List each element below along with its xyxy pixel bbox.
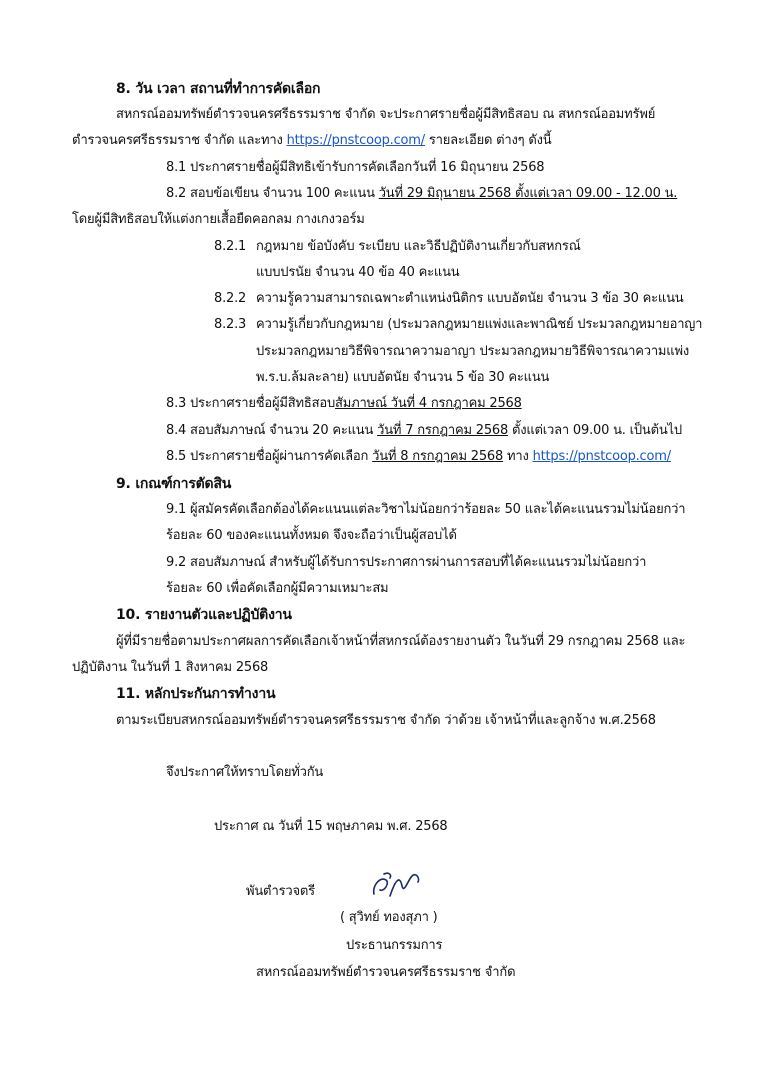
signer-rank: พันตำรวจตรี (246, 884, 315, 899)
section-9-heading: 9. เกณฑ์การตัดสิน (116, 476, 232, 492)
announcement-date: ประกาศ ณ วันที่ 15 พฤษภาคม พ.ศ. 2568 (214, 819, 448, 834)
item-9-2-line-2: ร้อยละ 60 เพื่อคัดเลือกผู้มีความเหมาะสม (166, 581, 389, 596)
item-8-4-time: ตั้งแต่เวลา 09.00 น. เป็นต้นไป (511, 423, 682, 438)
item-8-2-3-line-1: ความรู้เกี่ยวกับกฎหมาย (ประมวลกฎหมายแพ่งและพาณิชย์ ประมวลกฎหมายอาญา (256, 317, 703, 332)
signer-position: ประธานกรรมการ (346, 938, 443, 953)
item-8-4-date: วันที่ 7 กรกฎาคม 2568 (377, 423, 509, 438)
item-8-5-date: วันที่ 8 กรกฎาคม 2568 (372, 449, 504, 464)
coop-website-link-2[interactable]: https://pnstcoop.com/ (532, 449, 671, 464)
intro-text: ตำรวจนครศรีธรรมราช จำกัด และทาง (72, 133, 283, 148)
item-8-2-1-line-2: แบบปรนัย จำนวน 40 ข้อ 40 คะแนน (256, 265, 460, 280)
handwritten-signature (366, 868, 426, 904)
item-8-5-via: ทาง (507, 449, 529, 464)
section-10-line-1: ผู้ที่มีรายชื่อตามประกาศผลการคัดเลือกเจ้าหน้าที่สหกรณ์ต้องรายงานตัว ในวันที่ 29 กรกฎาคม 2568 และ (116, 634, 686, 649)
item-8-2-3-line-3: พ.ร.บ.ล้มละลาย) แบบอัตนัย จำนวน 5 ข้อ 30 คะแนน (256, 370, 550, 385)
item-9-1-line-1: 9.1 ผู้สมัครคัดเลือกต้องได้คะแนนแต่ละวิชาไม่น้อยกว่าร้อยละ 50 และได้คะแนนรวมไม่น้อยกว่า (166, 502, 686, 517)
section-8-intro-line-2 (72, 132, 551, 150)
item-8-2-date: วันที่ 29 มิถุนายน 2568 ตั้งแต่เวลา 09.00 - 12.00 น. (378, 186, 678, 201)
section-8-heading: 8. วัน เวลา สถานที่ทำการคัดเลือก (116, 81, 321, 97)
item-8-2-2-number: 8.2.2 (214, 291, 247, 306)
section-8-intro-line-1: สหกรณ์ออมทรัพย์ตำรวจนครศรีธรรมราช จำกัด จะประกาศรายชื่อผู้มีสิทธิสอบ ณ สหกรณ์ออมทรัพย์ (116, 107, 656, 122)
section-10-heading: 10. รายงานตัวและปฏิบัติงาน (116, 607, 292, 623)
section-10-line-2: ปฏิบัติงาน ในวันที่ 1 สิงหาคม 2568 (72, 660, 269, 675)
item-8-5-text: 8.5 ประกาศรายชื่อผู้ผ่านการคัดเลือก (166, 449, 369, 464)
item-8-2 (166, 185, 677, 203)
item-8-2-3-number: 8.2.3 (214, 317, 247, 332)
item-9-2-line-1: 9.2 สอบสัมภาษณ์ สำหรับผู้ได้รับการประกาศการผ่านการสอบที่ได้คะแนนรวมไม่น้อยกว่า (166, 555, 647, 570)
item-8-2-text: 8.2 สอบข้อเขียน จำนวน 100 คะแนน (166, 186, 375, 201)
section-11-heading: 11. หลักประกันการทำงาน (116, 686, 276, 702)
section-11-line-1: ตามระเบียบสหกรณ์ออมทรัพย์ตำรวจนครศรีธรรมราช จำกัด ว่าด้วย เจ้าหน้าที่และลูกจ้าง พ.ศ.2568 (116, 713, 656, 728)
item-8-1: 8.1 ประกาศรายชื่อผู้มีสิทธิเข้ารับการคัดเลือกวันที่ 16 มิถุนายน 2568 (166, 160, 545, 175)
item-8-4-text: 8.4 สอบสัมภาษณ์ จำนวน 20 คะแนน (166, 423, 374, 438)
item-8-2-3-line-2: ประมวลกฎหมายวิธีพิจารณาความอาญา ประมวลกฎหมายวิธีพิจารณาความแพ่ง (256, 344, 689, 359)
intro-text-end: รายละเอียด ต่างๆ ดังนี้ (428, 133, 552, 148)
item-8-2-1-line-1: กฎหมาย ข้อบังคับ ระเบียบ และวิธีปฏิบัติงานเกี่ยวกับสหกรณ์ (256, 239, 581, 254)
item-9-1-line-2: ร้อยละ 60 ของคะแนนทั้งหมด จึงจะถือว่าเป็นผู้สอบได้ (166, 528, 457, 543)
item-8-2-dress-code: โดยผู้มีสิทธิสอบให้แต่งกายเสื้อยืดคอกลม กางเกงวอร์ม (72, 212, 365, 227)
item-8-4 (166, 422, 682, 440)
item-8-2-2-line-1: ความรู้ความสามารถเฉพาะตำแหน่งนิติกร แบบอัตนัย จำนวน 3 ข้อ 30 คะแนน (256, 291, 684, 306)
item-8-3-text: 8.3 ประกาศรายชื่อผู้มีสิทธิสอบ (166, 396, 335, 411)
announcement-closing: จึงประกาศให้ทราบโดยทั่วกัน (166, 765, 324, 780)
item-8-5 (166, 448, 671, 466)
item-8-2-1-number: 8.2.1 (214, 239, 247, 254)
signer-name: ( สุวิทย์ ทองสุภา ) (340, 910, 438, 925)
item-8-3-date: สัมภาษณ์ วันที่ 4 กรกฎาคม 2568 (335, 396, 522, 411)
item-8-3 (166, 395, 522, 413)
coop-website-link[interactable]: https://pnstcoop.com/ (286, 133, 425, 148)
signer-organization: สหกรณ์ออมทรัพย์ตำรวจนครศรีธรรมราช จำกัด (256, 965, 516, 980)
